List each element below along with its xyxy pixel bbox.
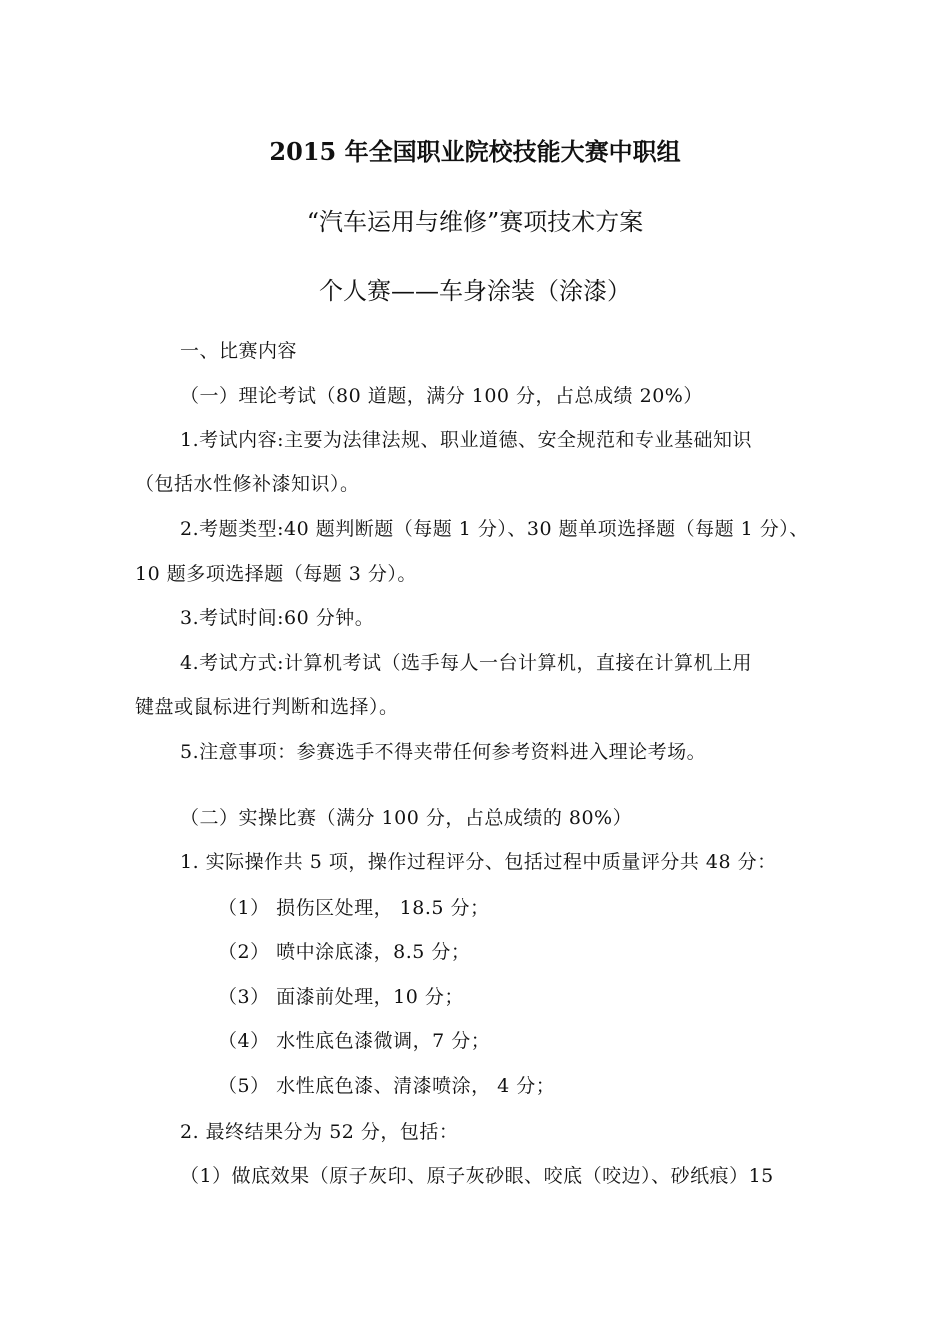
part1-item1-line1: 1.考试内容:主要为法律法规、职业道德、安全规范和专业基础知识 bbox=[180, 429, 753, 451]
document-title-line1: 2015 年全国职业院校技能大赛中职组 bbox=[269, 137, 681, 166]
part1-item2-line1: 2.考题类型:40 题判断题（每题 1 分）、30 题单项选择题（每题 1 分）、 bbox=[180, 518, 809, 540]
part2-sub2: （2） 喷中涂底漆，8.5 分； bbox=[218, 941, 471, 963]
section-heading: 一、比赛内容 bbox=[180, 340, 298, 362]
part2-sub5: （5） 水性底色漆、清漆喷涂， 4 分； bbox=[218, 1075, 556, 1097]
part2-sub3: （3） 面漆前处理，10 分； bbox=[218, 986, 464, 1008]
document-title-line3: 个人赛——车身涂装（涂漆） bbox=[319, 277, 631, 305]
part1-item3: 3.考试时间:60 分钟。 bbox=[180, 607, 375, 629]
part1-item2-line2: 10 题多项选择题（每题 3 分）。 bbox=[135, 563, 417, 585]
part2-sub1: （1） 损伤区处理， 18.5 分； bbox=[218, 897, 490, 919]
part2-sub4: （4） 水性底色漆微调，7 分； bbox=[218, 1030, 491, 1052]
part2-item1: 1. 实际操作共 5 项，操作过程评分、包括过程中质量评分共 48 分： bbox=[180, 851, 777, 873]
part2-item2: 2. 最终结果分为 52 分，包括： bbox=[180, 1121, 459, 1143]
part1-item1-line2: （包括水性修补漆知识）。 bbox=[135, 473, 360, 495]
part2-heading: （二）实操比赛（满分 100 分，占总成绩的 80%） bbox=[180, 807, 633, 829]
part2-result1: （1）做底效果（原子灰印、原子灰砂眼、咬底（咬边）、砂纸痕）15 bbox=[180, 1165, 774, 1187]
part1-item5: 5.注意事项：参赛选手不得夹带任何参考资料进入理论考场。 bbox=[180, 741, 707, 763]
part1-heading: （一）理论考试（80 道题，满分 100 分，占总成绩 20%） bbox=[180, 385, 703, 407]
document-title-line2: “汽车运用与维修”赛项技术方案 bbox=[306, 208, 644, 236]
part1-item4-line1: 4.考试方式:计算机考试（选手每人一台计算机，直接在计算机上用 bbox=[180, 652, 753, 674]
part1-item4-line2: 键盘或鼠标进行判断和选择）。 bbox=[135, 696, 399, 718]
